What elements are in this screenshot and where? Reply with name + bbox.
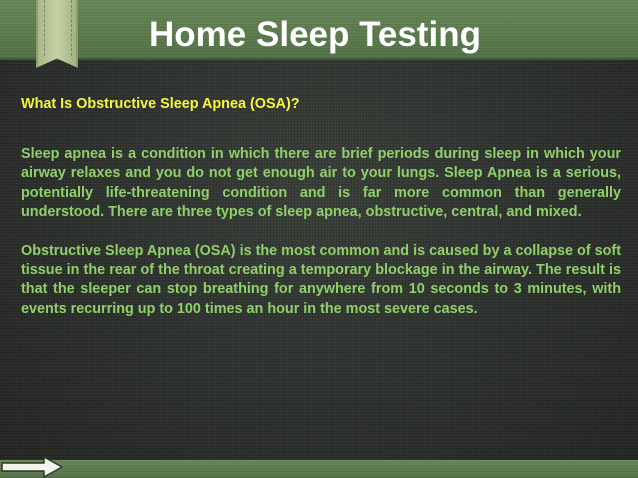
bookmark-ribbon-icon [36,0,78,68]
body-paragraph-1: Sleep apnea is a condition in which there are brief periods during sleep in which your airway relaxes and you do not get enough air to your lungs. Sleep Apnea is a serious, potentially life-threatening condition and is far more common than generally understood. There are three types of sleep apnea, obstructive, central, and mixed. [21,146,621,221]
arrow-right-icon[interactable] [0,456,64,478]
ribbon-stitching [44,0,72,56]
body-paragraph-2: Obstructive Sleep Apnea (OSA) is the most common and is caused by a collapse of soft tissue in the rear of the throat creating a temporary blockage in the airway. The result is that the sleeper can stop breathing for anywhere from 10 seconds to 3 minutes, with events recurring up to 100 times an hour in the most severe cases. [21,242,622,317]
slide-title: Home Sleep Testing [149,15,481,54]
footer-bar [0,460,638,478]
slide-content [21,95,621,319]
section-question: What Is Obstructive Sleep Apnea (OSA)? [21,96,300,112]
